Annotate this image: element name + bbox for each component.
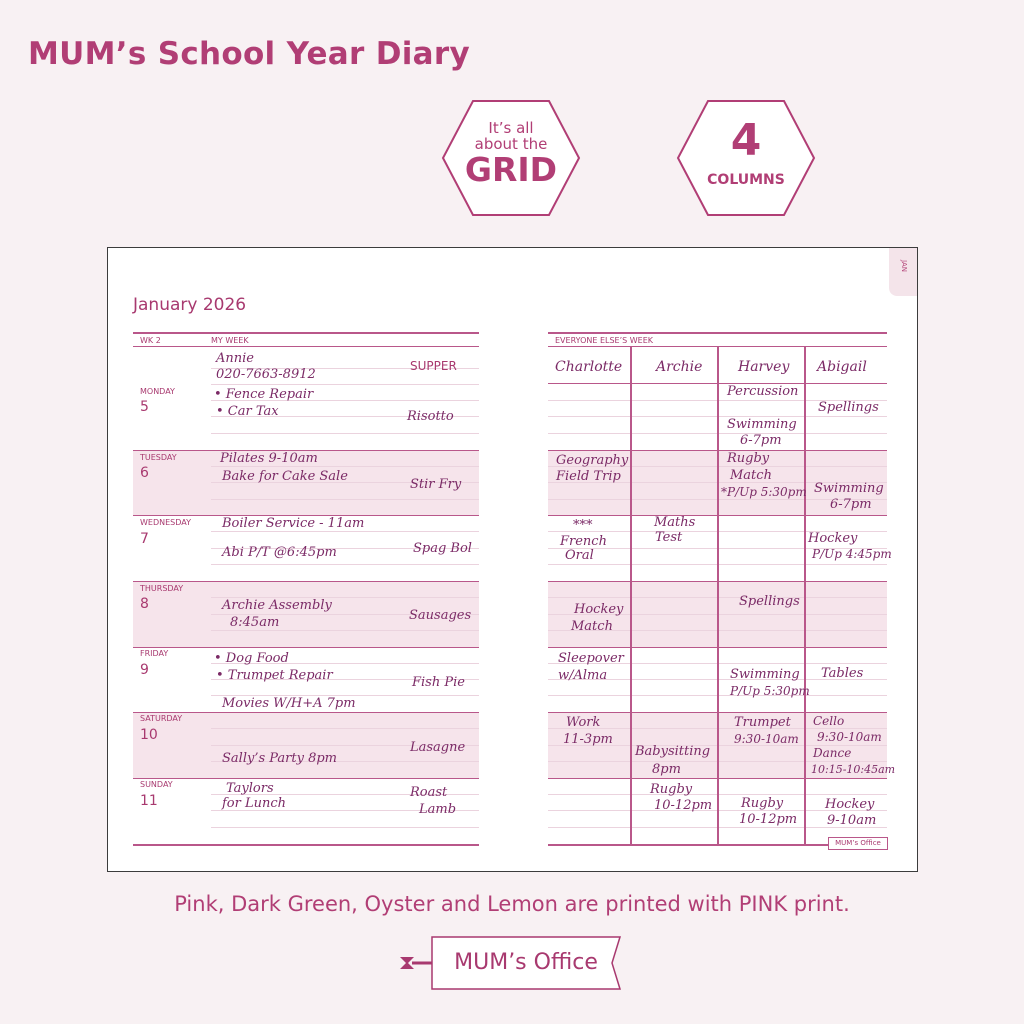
- day-number: 8: [140, 596, 149, 612]
- supper-label: SUPPER: [410, 359, 457, 373]
- note: Swimming: [727, 417, 797, 432]
- day-rule: [133, 778, 479, 779]
- note: Swimming: [814, 481, 884, 496]
- day-number: 6: [140, 465, 149, 481]
- note: Archie Assembly: [222, 598, 332, 613]
- day-number: 5: [140, 399, 149, 415]
- note: Hockey: [574, 602, 624, 617]
- day-rule: [133, 712, 479, 713]
- left-top-rule: [133, 332, 479, 334]
- logo-text: MUM’s Office: [454, 950, 598, 975]
- note: Sally’s Party 8pm: [222, 751, 338, 766]
- supper: Spag Bol: [413, 541, 472, 556]
- note: Sleepover: [558, 651, 624, 666]
- supper: Fish Pie: [412, 675, 465, 690]
- day-name: SUNDAY: [140, 780, 173, 789]
- day-rule: [133, 647, 479, 648]
- note: Rugby: [727, 451, 770, 466]
- note: French: [560, 534, 607, 549]
- note: 8pm: [652, 762, 681, 777]
- note: P/Up 5:30pm: [730, 684, 810, 698]
- note: Work: [566, 715, 601, 730]
- note: Tables: [821, 666, 864, 681]
- column-name: Archie: [656, 359, 703, 375]
- note: for Lunch: [222, 796, 287, 811]
- day-name: FRIDAY: [140, 649, 169, 658]
- note: Pilates 9-10am: [220, 451, 318, 466]
- note: Field Trip: [556, 469, 621, 484]
- note: Movies W/H+A 7pm: [222, 696, 356, 711]
- columns-number: 4: [730, 115, 762, 166]
- note: Hockey: [825, 797, 875, 812]
- note: 9:30-10am: [734, 732, 799, 746]
- page-title: MUM’s School Year Diary: [28, 36, 470, 72]
- columns-label: COLUMNS: [707, 172, 785, 188]
- left-header-rule: [133, 346, 479, 347]
- diary-spread: [107, 247, 918, 872]
- supper: Roast: [410, 785, 448, 800]
- day-number: 7: [140, 531, 149, 547]
- note: w/Alma: [558, 668, 608, 683]
- columns-badge: [676, 99, 816, 217]
- day-name: WEDNESDAY: [140, 518, 191, 527]
- note: 11-3pm: [563, 732, 613, 747]
- note: Spellings: [739, 594, 800, 609]
- brand-logo: [400, 935, 624, 991]
- note: Test: [655, 530, 683, 545]
- note: 6-7pm: [740, 433, 782, 448]
- day-number: 11: [140, 793, 158, 809]
- supper: Stir Fry: [410, 477, 462, 492]
- note: Babysitting: [635, 744, 711, 759]
- column-name: Abigail: [817, 359, 867, 375]
- note: Spellings: [818, 400, 879, 415]
- note: Geography: [556, 453, 629, 468]
- note: Bake for Cake Sale: [222, 469, 348, 484]
- office-tag: MUM’s Office: [828, 837, 888, 850]
- month-tab-label: JAN: [899, 260, 908, 272]
- note: 10-12pm: [739, 812, 798, 827]
- right-top-rule: [548, 332, 887, 334]
- badge-line-3: GRID: [464, 150, 558, 189]
- note: 020-7663-8912: [216, 367, 316, 382]
- day-name: THURSDAY: [140, 584, 184, 593]
- note: Maths: [654, 515, 696, 530]
- supper: Lamb: [419, 802, 457, 817]
- note: Hockey: [808, 531, 858, 546]
- note: 10:15-10:45am: [811, 763, 896, 776]
- note: • Fence Repair: [214, 387, 314, 402]
- my-week-header: MY WEEK: [211, 336, 249, 345]
- note: Match: [571, 619, 613, 634]
- supper: Risotto: [407, 409, 454, 424]
- column-name: Harvey: [738, 359, 790, 375]
- note: 8:45am: [230, 615, 280, 630]
- note: Cello: [813, 714, 845, 728]
- supper: Sausages: [409, 608, 472, 623]
- column-name: Charlotte: [555, 359, 623, 375]
- note: Boiler Service - 11am: [222, 516, 365, 531]
- note: Dance: [813, 746, 852, 760]
- note: Swimming: [730, 667, 800, 682]
- note: *P/Up 5:30pm: [721, 485, 807, 499]
- note: 6-7pm: [830, 497, 872, 512]
- note: Trumpet: [734, 715, 791, 730]
- badge-line-1: It’s all: [488, 119, 534, 137]
- note: Oral: [565, 548, 594, 563]
- note: • Trumpet Repair: [216, 668, 333, 683]
- month-tab: [889, 248, 917, 296]
- note: ***: [573, 518, 593, 533]
- day-name: SATURDAY: [140, 714, 183, 723]
- note: 9-10am: [827, 813, 877, 828]
- column-divider: [630, 347, 632, 844]
- everyone-week-header: EVERYONE ELSE’S WEEK: [555, 336, 654, 345]
- note: Abi P/T @6:45pm: [222, 545, 337, 560]
- note: Rugby: [741, 796, 784, 811]
- left-bottom-rule: [133, 844, 479, 846]
- note: • Car Tax: [216, 404, 279, 419]
- week-number: WK 2: [140, 336, 161, 345]
- grid-badge: [441, 99, 581, 217]
- note: P/Up 4:45pm: [812, 547, 892, 561]
- note: Match: [730, 468, 772, 483]
- day-name: MONDAY: [140, 387, 175, 396]
- note: Percussion: [727, 384, 799, 399]
- note: 9:30-10am: [817, 730, 882, 744]
- supper: Lasagne: [410, 740, 466, 755]
- note: Rugby: [650, 782, 693, 797]
- column-divider: [717, 347, 719, 844]
- day-number: 10: [140, 727, 158, 743]
- note: Taylors: [226, 781, 274, 796]
- column-divider: [804, 347, 806, 844]
- day-number: 9: [140, 662, 149, 678]
- note: • Dog Food: [214, 651, 289, 666]
- badge-line-2: about the: [474, 135, 548, 153]
- day-name: TUESDAY: [140, 453, 177, 462]
- month-title: January 2026: [133, 295, 247, 315]
- day-rule: [133, 581, 479, 582]
- right-bottom-rule: [548, 844, 828, 846]
- note: 10-12pm: [654, 798, 713, 813]
- note: Annie: [216, 351, 254, 366]
- footer-note: Pink, Dark Green, Oyster and Lemon are printed with PINK print.: [174, 892, 850, 916]
